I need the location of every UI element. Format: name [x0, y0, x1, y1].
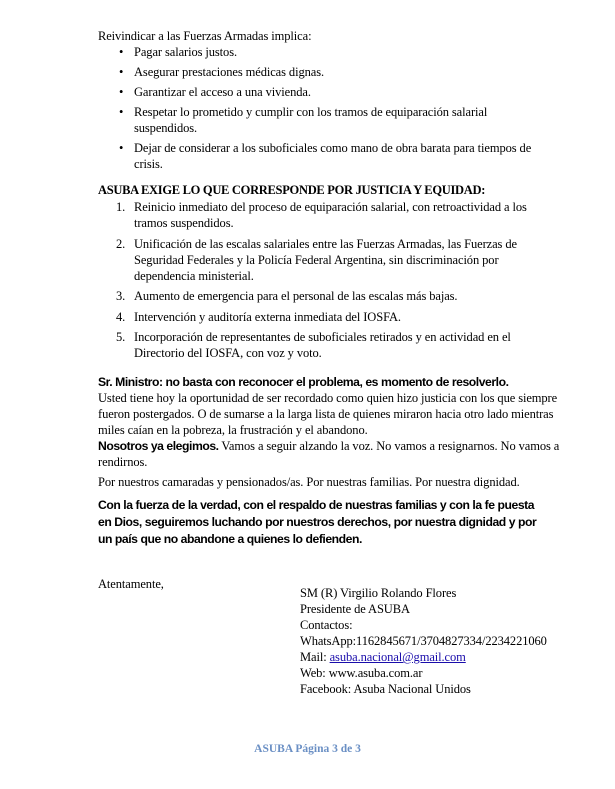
list-item: 5. Incorporación de representantes de suboficiales retirados y en actividad en el Directorio del IOSFA, con voz y voto. [116, 330, 511, 361]
contacts-label: Contactos: [300, 618, 353, 632]
signature-name: SM (R) Virgilio Rolando Flores [300, 586, 457, 600]
list-item: • Garantizar el acceso a una vivienda. [119, 85, 311, 99]
bullet-icon: • [119, 65, 124, 79]
whatsapp-contact: WhatsApp:1162845671/3704827334/2234221060 [300, 634, 547, 648]
bullet-icon: • [119, 141, 124, 155]
closing-paragraph: Con la fuerza de la verdad, con el respaldo de nuestras familias y con la fe puesta en Dios, seguiremos luchando por nuestros derechos, por nuestra dignidad y por un país que no abandone a quienes lo defienden. [98, 498, 537, 546]
list-item: • Respetar lo prometido y cumplir con los tramos de equiparación salarial suspendidos. [119, 105, 488, 135]
list-item: 1. Reinicio inmediato del proceso de equiparación salarial, con retroactividad a los tramos suspendidos. [116, 200, 527, 230]
list-item: • Asegurar prestaciones médicas dignas. [119, 65, 324, 79]
for-whom-paragraph: Por nuestros camaradas y pensionados/as. Por nuestras familias. Por nuestra dignidad. [98, 475, 520, 489]
facebook-contact: Facebook: Asuba Nacional Unidos [300, 682, 471, 696]
list-item: • Dejar de considerar a los suboficiales como mano de obra barata para tiempos de crisis. [119, 141, 532, 171]
bullet-icon: • [119, 45, 124, 59]
list-item: 3. Aumento de emergencia para el personal de las escalas más bajas. [116, 289, 458, 304]
minister-paragraph: Usted tiene hoy la oportunidad de ser recordado como quien hizo justicia con los que siempre fueron postergados. O de sumarse a la larga lista de quienes miraron hacia otro lado mientras miles caían en la pobreza, la frustración y el abandono. [98, 391, 558, 437]
choose-paragraph: Nosotros ya elegimos. Vamos a seguir alzando la voz. No vamos a resignarnos. No vamos a rendirnos. [98, 439, 560, 469]
list-item: • Pagar salarios justos. [119, 45, 237, 59]
list-item: 4. Intervención y auditoría externa inmediata del IOSFA. [116, 309, 401, 324]
bullet-icon: • [119, 105, 124, 119]
choose-bold: Nosotros ya elegimos. [98, 439, 219, 453]
mail-contact: Mail: asuba.nacional@gmail.com [300, 650, 466, 664]
requirements-list [98, 44, 548, 176]
bullet-icon: • [119, 85, 124, 99]
mail-link[interactable]: asuba.nacional@gmail.com [329, 650, 466, 664]
farewell-text: Atentamente, [98, 577, 164, 591]
page-footer: ASUBA Página 3 de 3 [254, 743, 361, 755]
web-contact: Web: www.asuba.com.ar [300, 666, 423, 680]
demands-list [98, 199, 548, 366]
minister-heading: Sr. Ministro: no basta con reconocer el problema, es momento de resolverlo. [98, 375, 509, 389]
list-item: 2. Unificación de las escalas salariales entre las Fuerzas Armadas, las Fuerzas de Seguridad Federales y la Policía Federal Argentina, sin discriminación por dependencia ministerial. [116, 236, 517, 283]
intro-text: Reivindicar a las Fuerzas Armadas implica: [98, 29, 312, 43]
signature-role: Presidente de ASUBA [300, 602, 410, 616]
signature-block [300, 585, 600, 697]
demands-heading: ASUBA EXIGE LO QUE CORRESPONDE POR JUSTICIA Y EQUIDAD: [98, 183, 486, 197]
